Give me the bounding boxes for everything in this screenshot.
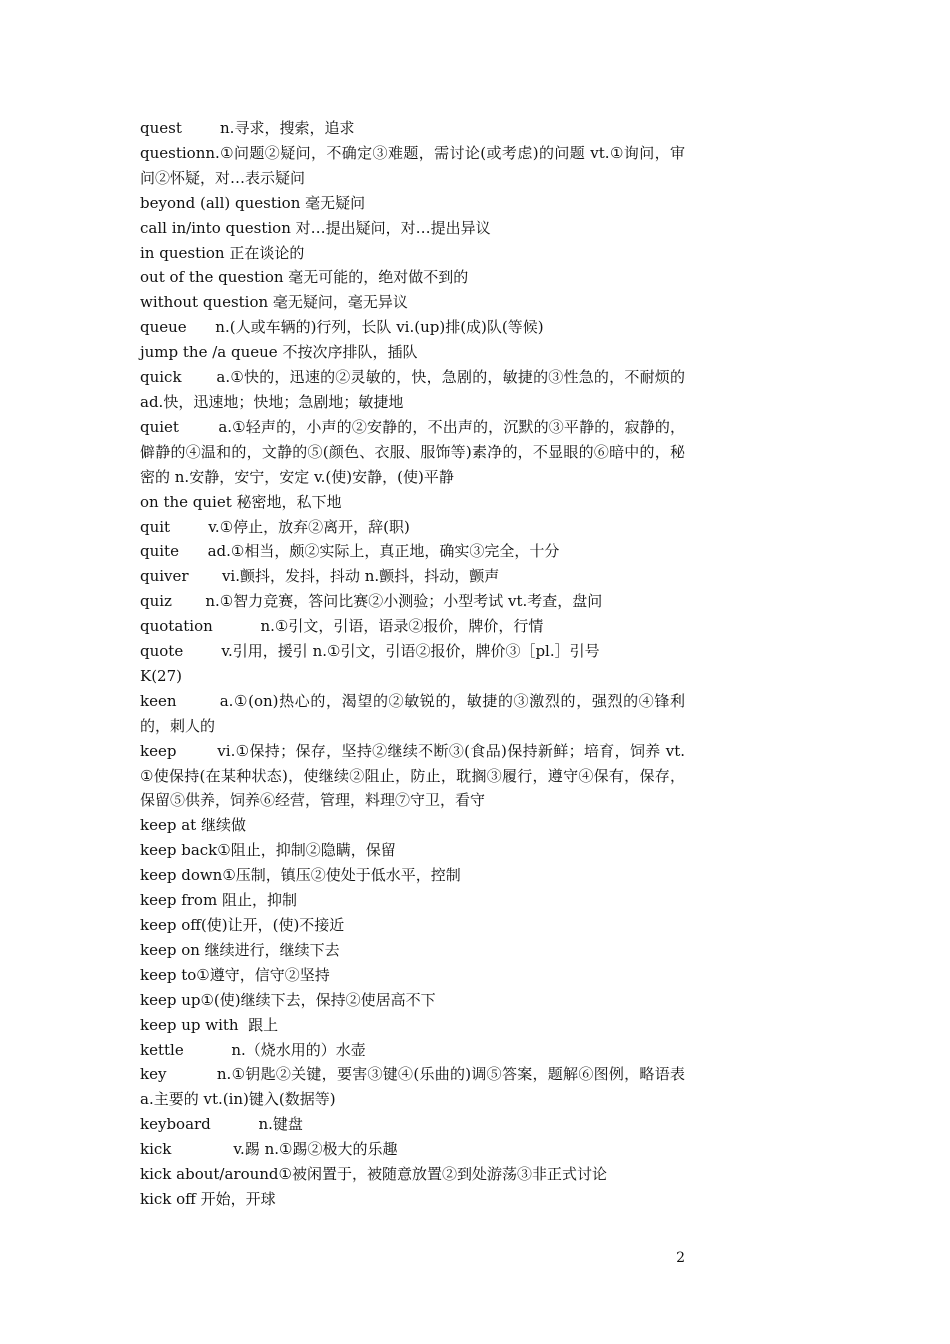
vocabulary-entry: quiz n.①智力竞赛，答问比赛②小测验；小型考试 vt.考查，盘问 (140, 592, 603, 611)
vocabulary-entry: quit v.①停止，放弃②离开，辞(职) (140, 517, 410, 536)
vocabulary-entry: jump the /a queue 不按次序排队，插队 (140, 343, 418, 362)
vocabulary-entry: keep down①压制，镇压②使处于低水平，控制 (140, 866, 461, 885)
vocabulary-entry: keep from 阻止，抑制 (140, 891, 297, 910)
vocabulary-entry: keep off(使)让开，(使)不接近 (140, 916, 345, 934)
vocabulary-entry: keep on 继续进行，继续下去 (140, 940, 340, 959)
page-number: 2 (676, 1250, 685, 1266)
vocabulary-entry: keep up with 跟上 (140, 1015, 279, 1034)
vocabulary-entry: keep vi.①保持；保存，坚持②继续不断③(食品)保持新鲜；培育，饲养 vt.①使保持(在某种状态)，使继续②阻止，防止，耽搁③履行，遵守④保有，保存，保留⑤供养，饲养⑥经营，管理，料理⑦守卫，看守 (140, 741, 685, 810)
vocabulary-entry: keep up①(使)继续下去，保持②使居高不下 (140, 990, 436, 1009)
vocabulary-entry: key n.①钥匙②关键，要害③键④(乐曲的)调⑤答案，题解⑥图例，略语表 a.主要的 vt.(in)键入(数据等) (140, 1065, 690, 1109)
vocabulary-entry: out of the question 毫无可能的，绝对做不到的 (140, 268, 469, 287)
vocabulary-entry: kick about/around①被闲置于，被随意放置②到处游荡③非正式讨论 (140, 1165, 607, 1184)
vocabulary-entry: quite ad.①相当，颇②实际上，真正地，确实③完全，十分 (140, 542, 560, 561)
vocabulary-entry: quiver vi.颤抖，发抖，抖动 n.颤抖，抖动，颤声 (140, 567, 500, 586)
vocabulary-entry: keep to①遵守，信守②坚持 (140, 965, 330, 984)
vocabulary-entry: quotation n.①引文，引语，语录②报价，牌价，行情 (140, 617, 544, 636)
vocabulary-entry: beyond (all) question 毫无疑问 (140, 193, 366, 212)
vocabulary-entry: kick off 开始，开球 (140, 1189, 276, 1208)
vocabulary-entry: quick a.①快的，迅速的②灵敏的，快，急剧的，敏捷的③性急的，不耐烦的 ad.快，迅速地；快地；急剧地；敏捷地 (140, 368, 690, 411)
vocabulary-list (140, 116, 690, 1212)
vocabulary-entry: K(27) (140, 666, 182, 685)
vocabulary-entry: questionn.①问题②疑问，不确定③难题，需讨论(或考虑)的问题 vt.①询问，审问②怀疑，对…表示疑问 (140, 143, 685, 187)
vocabulary-entry: keyboard n.键盘 (140, 1115, 303, 1134)
vocabulary-entry: keep back①阻止，抑制②隐瞒，保留 (140, 841, 396, 860)
vocabulary-entry: queue n.(人或车辆的)行列，长队 vi.(up)排(成)队(等候) (140, 318, 544, 337)
vocabulary-entry: without question 毫无疑问，毫无异议 (140, 293, 408, 312)
vocabulary-entry: kettle n.（烧水用的）水壶 (140, 1040, 366, 1059)
vocabulary-entry: keen a.①(on)热心的，渴望的②敏锐的，敏捷的③激烈的，强烈的④锋利的，刺人的 (140, 691, 685, 735)
vocabulary-entry: in question 正在谈论的 (140, 243, 305, 262)
vocabulary-entry: on the quiet 秘密地，私下地 (140, 492, 342, 511)
vocabulary-entry: keep at 继续做 (140, 816, 246, 835)
vocabulary-entry: quiet a.①轻声的，小声的②安静的，不出声的，沉默的③平静的，寂静的，僻静的④温和的，文静的⑤(颜色、衣服、服饰等)素净的，不显眼的⑥暗中的，秘密的 n.安静，安宁，安定 v.(使)安静，(使)平静 (140, 417, 685, 486)
vocabulary-entry: kick v.踢 n.①踢②极大的乐趣 (140, 1140, 398, 1159)
vocabulary-entry: call in/into question 对…提出疑问，对…提出异议 (140, 218, 491, 237)
vocabulary-entry: quote v.引用，援引 n.①引文，引语②报价，牌价③［pl.］引号 (140, 642, 600, 661)
vocabulary-entry: quest n.寻求，搜索，追求 (140, 119, 355, 137)
